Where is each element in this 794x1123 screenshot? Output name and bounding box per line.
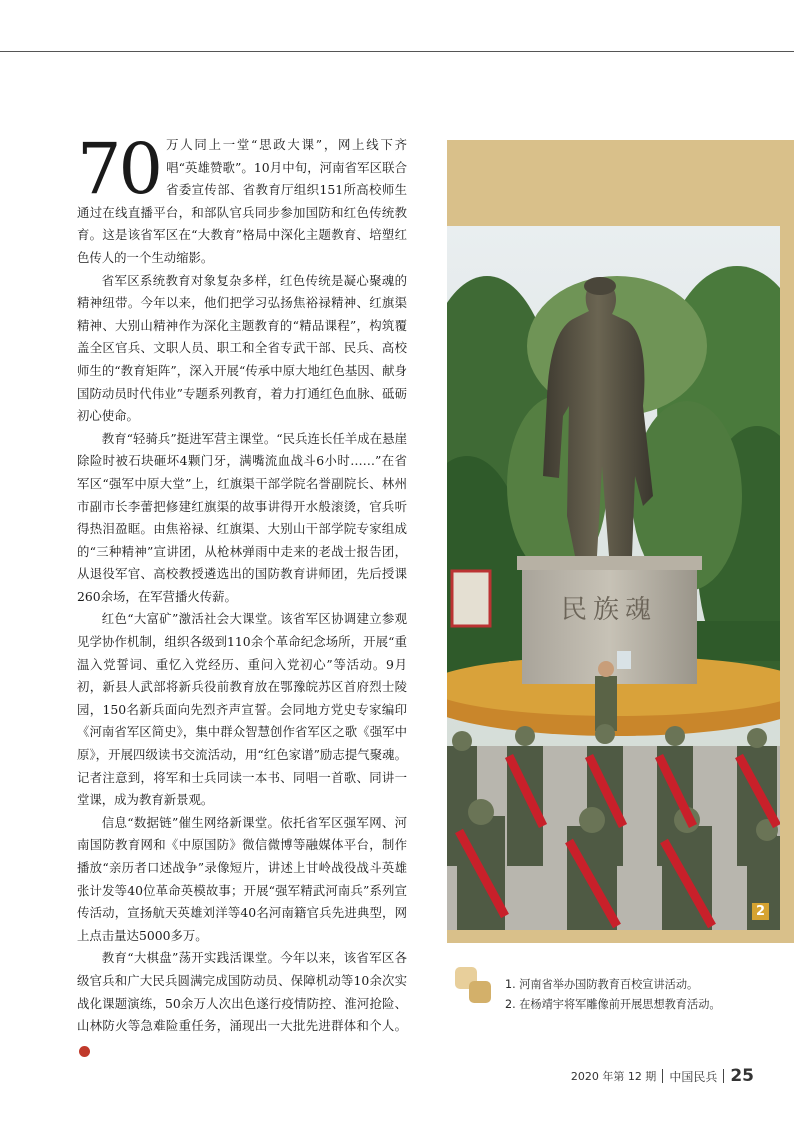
page-number: 25 — [730, 1066, 754, 1086]
caption-icon — [455, 967, 493, 1005]
photo-captions — [505, 975, 721, 1015]
caption-2: 2. 在杨靖宇将军雕像前开展思想教育活动。 — [505, 998, 721, 1011]
footer-divider — [662, 1069, 663, 1083]
footer-issue: 2020 年第 12 期 — [570, 1070, 657, 1083]
article-paragraph-3: 教育“轻骑兵”挺进军营主课堂。“民兵连长任羊成在悬崖除险时被石块砸坏4颗门牙，满嘴流血战斗6小时……”在省军区“强军中原大堂”上，红旗渠干部学院名誉副院长、林州市副市长李蕾把修建红旗渠的故事讲得开水般滚烫，官兵听得热泪盈眶。由焦裕禄、红旗渠、大别山干部学院专家组成的“三种精神”宣讲团，从枪林弹雨中走来的老战士报告团，从退役军官、高校教授遴选出的国防教育讲师团，先后授课260余场，在军营播火传薪。 — [77, 430, 407, 604]
plinth-inscription: 民族魂 — [560, 595, 658, 625]
caption-1: 1. 河南省举办国防教育百校宣讲活动。 — [505, 978, 699, 991]
end-mark-icon: 民 — [79, 1046, 90, 1057]
drop-cap: 70 — [77, 128, 161, 210]
footer-magazine: 中国民兵 — [669, 1069, 718, 1084]
article-paragraph-1: 70 万人同上一堂“思政大课”，网上线下齐唱“英雄赞歌”。10月中旬，河南省军区联合省委宣传部、省教育厅组织151所高校师生通过在线直播平台，和部队官兵同步参加国防和红色传统教育。这是该省军区在“大教育”格局中深化主题教育、培塑红色传人的一个生动缩影。 — [77, 128, 407, 265]
statue-photo — [447, 226, 780, 930]
photo-number-badge: 2 — [752, 903, 769, 920]
page-footer — [571, 1066, 754, 1086]
article-paragraph-2: 省军区系统教育对象复杂多样，红色传统是凝心聚魂的精神纽带。今年以来，他们把学习弘扬焦裕禄精神、红旗渠精神、大别山精神作为深化主题教育的“精品课程”，构筑覆盖全区官兵、文职人员、职工和全省专武干部、民兵、高校师生的“教育矩阵”，深入开展“传承中原大地红色基因、献身国防动员时代伟业”专题系列教育，着力打通红色血脉、砥砺初心使命。 — [77, 272, 407, 424]
article-body — [77, 128, 407, 1060]
footer-divider — [723, 1069, 724, 1083]
article-paragraph-4: 红色“大富矿”激活社会大课堂。该省军区协调建立参观见学协作机制，组织各级到110余个革命纪念场所，开展“重温入党誓词、重忆入党经历、重问入党初心”等活动。9月初，新县人武部将新兵役前教育放在鄂豫皖苏区首府烈士陵园，150名新兵面向先烈齐声宣誓。会同地方党史专家编印《河南省军区简史》，集中群众智慧创作省军区之歌《强军中原》，开展四级读书交流活动，用“红色家谱”励志提气聚魂。记者注意到，将军和士兵同读一本书、同唱一首歌、同讲一堂课，成为教育新景观。 — [77, 611, 407, 808]
article-paragraph-5: 信息“数据链”催生网络新课堂。依托省军区强军网、河南国防教育网和《中原国防》微信微博等融媒体平台，制作播放“亲历者口述战争”录像短片，讲述上甘岭战役战斗英雄张计发等40位革命英模故事；开展“强军精武河南兵”系列宣传活动，宣扬航天英雄刘洋等40名河南籍官兵先进典型，网上点击量达5000多万。 — [77, 814, 407, 943]
article-paragraph-6: 教育“大棋盘”荡开实践活课堂。今年以来，该省军区各级官兵和广大民兵圆满完成国防动员、保障机动等10余次实战化课题演练，50余万人次出色遂行疫情防控、淮河抢险、山林防火等急难险重任务，涌现出一大批先进群体和个人。民 — [77, 950, 407, 1055]
header-rule — [0, 51, 794, 52]
